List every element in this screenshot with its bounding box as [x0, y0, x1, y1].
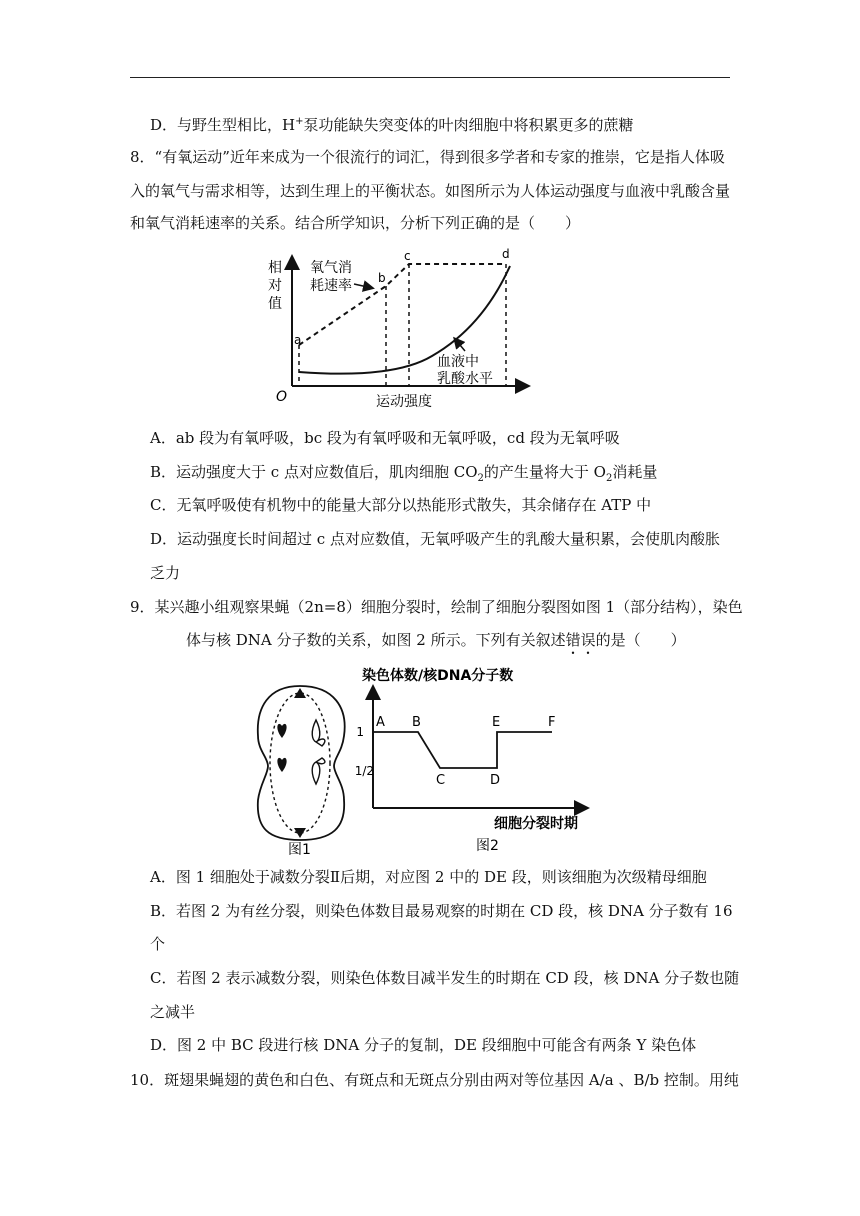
q8-lactate-label-1: 血液中 — [437, 354, 479, 370]
q8-x-label: 运动强度 — [376, 394, 432, 410]
chart-point-label-d: D — [490, 773, 501, 788]
q8-option-d-line2: 乏力 — [150, 564, 181, 582]
q8-point-b: b — [378, 271, 386, 285]
q8-oxygen-pointer — [354, 284, 372, 288]
q9-figure1-cell — [252, 680, 352, 855]
header-rule — [130, 77, 730, 78]
chart-point-label-f: F — [548, 715, 556, 730]
chart-point-label-e: E — [492, 715, 501, 730]
chart-series-line — [373, 732, 552, 768]
q8-oxygen-label-1: 氧气消 — [310, 260, 352, 276]
q9-option-d: D．图 2 中 BC 段进行核 DNA 分子的复制，DE 段细胞中可能含有两条 Y 染色体 — [150, 1036, 697, 1054]
chart-point-label-a: A — [376, 715, 385, 730]
chromosome-2 — [277, 758, 286, 772]
q8-stem-line2: 入的氧气与需求相等，达到生理上的平衡状态。如图所示为人体运动强度与血液中乳酸含量 — [130, 182, 731, 200]
q8-stem-line3: 和氧气消耗速率的关系。结合所学知识，分析下列正确的是（ ） — [130, 214, 581, 232]
q8-lactate-pointer — [455, 339, 465, 351]
chromosome-1 — [277, 724, 286, 738]
q9-stem-line2: 体与核 DNA 分子数的关系，如图 2 所示。下列有关叙述错误的是（ ） — [186, 631, 686, 649]
q8-lactate-label-2: 乳酸水平 — [437, 371, 493, 387]
q10-stem-line1: 10．斑翅果蝇翅的黄色和白色、有斑点和无斑点分别由两对等位基因 A/a 、B/b 控制。用纯 — [130, 1071, 739, 1089]
q9-stem-line1: 9．某兴趣小组观察果蝇（2n=8）细胞分裂时，绘制了细胞分裂图如图 1（部分结构），染色 — [130, 598, 743, 616]
figure1-caption: 图1 — [288, 842, 311, 855]
q8-figure — [262, 244, 542, 414]
chart-point-label-c: C — [436, 773, 446, 788]
q8-oxygen-label-2: 耗速率 — [310, 278, 352, 294]
tick-label-half: 1/2 — [354, 764, 374, 778]
q8-option-d-line1: D．运动强度长时间超过 c 点对应数值，无氧呼吸产生的乳酸大量积累，会使肌肉酸胀 — [150, 530, 720, 548]
q9-option-c-line2: 之减半 — [150, 1003, 196, 1021]
q9-option-a: A．图 1 细胞处于减数分裂Ⅱ后期，对应图 2 中的 DE 段，则该细胞为次级精母细胞 — [150, 868, 707, 886]
figure2-caption: 图2 — [476, 838, 499, 854]
chart-y-label: 染色体数/核DNA分子数 — [362, 668, 514, 684]
q8-option-c: C．无氧呼吸使有机物中的能量大部分以热能形式散失，其余储存在 ATP 中 — [150, 496, 652, 514]
q8-point-d: d — [502, 247, 510, 261]
q8-origin: O — [276, 389, 288, 405]
q8-stem-line1: 8．“有氧运动”近年来成为一个很流行的词汇，得到很多学者和专家的推崇，它是指人体吸 — [130, 148, 725, 166]
q8-oxygen-curve — [299, 264, 506, 345]
q9-option-b-line1: B．若图 2 为有丝分裂，则染色体数目最易观察的时期在 CD 段，核 DNA 分子数有 16 — [150, 902, 733, 920]
chart-point-label-b: B — [412, 715, 421, 730]
chart-x-label: 细胞分裂时期 — [494, 816, 578, 832]
chromosome-4 — [312, 758, 325, 784]
cell-outline — [258, 686, 345, 840]
q8-point-a: a — [294, 333, 302, 347]
q8-option-a: A．ab 段为有氧呼吸，bc 段为有氧呼吸和无氧呼吸，cd 段为无氧呼吸 — [150, 429, 620, 447]
q8-y-label-1: 相 — [268, 260, 282, 276]
q9-option-c-line1: C．若图 2 表示减数分裂，则染色体数目减半发生的时期在 CD 段，核 DNA 分子数也随 — [150, 969, 740, 987]
q7-option-d: D．与野生型相比，H+泵功能缺失突变体的叶肉细胞中将积累更多的蔗糖 — [150, 116, 634, 134]
tick-label-1: 1 — [356, 725, 364, 739]
q9-figure2-chart — [352, 660, 592, 855]
q8-option-b: B．运动强度大于 c 点对应数值后，肌肉细胞 $CO_2$的产生量将大于 $O_2$消耗量 — [150, 463, 658, 484]
chromosome-3 — [312, 720, 325, 746]
q8-y-label-3: 值 — [268, 296, 282, 312]
q9-option-b-line2: 个 — [150, 935, 166, 953]
q8-y-label-2: 对 — [268, 278, 282, 294]
q8-point-c: c — [404, 249, 411, 263]
